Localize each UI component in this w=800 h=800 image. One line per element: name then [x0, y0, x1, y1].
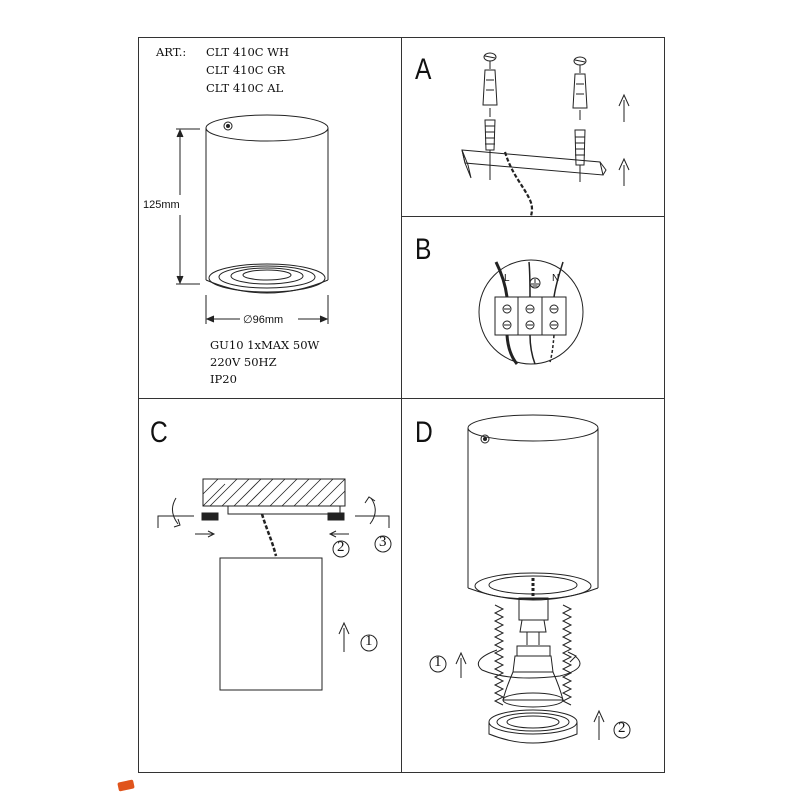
height-dimension: 125mm — [143, 199, 180, 211]
step-c3: 3 — [379, 534, 387, 550]
ceiling-install-illustration — [158, 479, 391, 690]
panel-label-d: D — [415, 416, 433, 449]
rating-ip: IP20 — [210, 372, 237, 386]
art-label: ART.: — [156, 45, 187, 59]
step-d2: 2 — [618, 720, 626, 736]
wire-label-live: L — [504, 273, 510, 284]
model-al: CLT 410C AL — [206, 81, 284, 95]
step-c1: 1 — [365, 633, 373, 649]
panel-label-c: C — [150, 416, 168, 449]
panel-label-b: B — [415, 233, 432, 266]
terminal-block-illustration — [479, 260, 583, 364]
rating-voltage: 220V 50HZ — [210, 355, 277, 369]
step-c2: 2 — [337, 539, 345, 555]
step-d1: 1 — [434, 654, 442, 670]
panel-label-a: A — [415, 53, 432, 86]
lamp-insert-illustration — [430, 415, 630, 743]
bracket-illustration — [462, 53, 629, 216]
wire-label-neutral: N — [552, 273, 560, 284]
cylinder-illustration — [206, 115, 328, 293]
model-wh: CLT 410C WH — [206, 45, 290, 59]
rating-lamp: GU10 1xMAX 50W — [210, 338, 320, 352]
height-dimension-line — [176, 129, 200, 284]
diameter-dimension-line — [206, 295, 328, 324]
model-gr: CLT 410C GR — [206, 63, 286, 77]
diameter-dimension: ∅96mm — [243, 314, 284, 326]
